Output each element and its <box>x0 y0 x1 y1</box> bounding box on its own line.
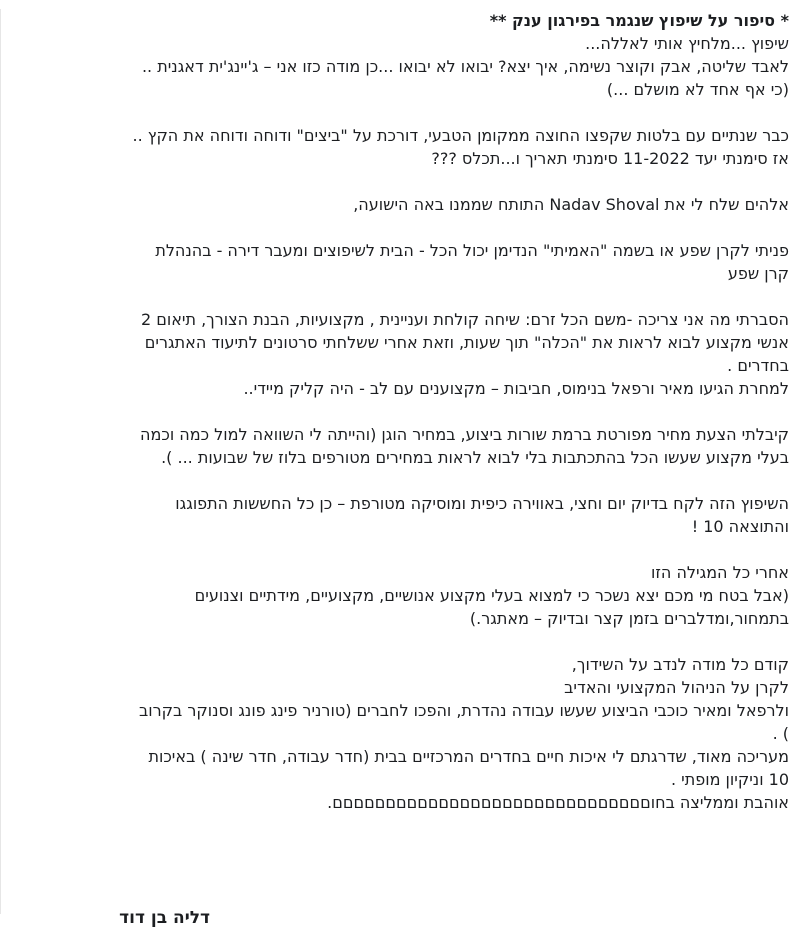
post-line: קיבלתי הצעת מחיר מפורטת ברמת שורות ביצוע, במחיר הוגן (והייתה לי השוואה למול כמה וכמה <box>140 425 789 444</box>
post-line: קרן שפע <box>727 264 789 283</box>
post-line: אחרי כל המגילה הזו <box>651 563 789 582</box>
post-paragraph <box>1 193 789 216</box>
post-line: אלהים שלח לי את Nadav Shoval התותח שממנו באה הישועה, <box>353 195 789 214</box>
post-line: אז סימנתי יעד 11-2022 סימנתי תאריך ו...תכלס ??? <box>431 149 789 168</box>
post-line: בתמחור,ומדלברים בזמן קצר ובדיוק – מאתגר.) <box>469 609 789 628</box>
post-line: ) . <box>772 724 789 743</box>
post-line: לקרן על הניהול המקצועי והאדיב <box>564 678 789 697</box>
post-line: * סיפור על שיפוץ שנגמר בפירגון ענק ** <box>489 11 789 30</box>
post-body <box>0 9 789 914</box>
post-line: והתוצאה 10 ! <box>691 517 789 536</box>
post-paragraph <box>1 653 789 814</box>
post-paragraph <box>1 308 789 400</box>
post-line: מעריכה מאוד, שדרגתם לי איכות חיים בחדרים המרכזיים בבית (חדר עבודה, חדר שינה ) באיכות <box>148 747 789 766</box>
post-line: אנשי מקצוע לבוא לראות את "הכלה" תוך שעות, וזאת אחרי ששלחתי סרטונים לתיעוד האתגרים <box>144 333 789 352</box>
post-paragraph <box>1 561 789 630</box>
post-line: פניתי לקרן שפע או בשמה "האמיתי" הנדימן יכול הכל - הבית לשיפוצים ומעבר דירה - בהנהלת <box>155 241 789 260</box>
post-line: ולרפאל ומאיר כוכבי הביצוע שעשו עבודה נהדרת, והפכו לחברים (טורניר פינג פונג וסנוקר בקרוב <box>139 701 789 720</box>
post-paragraph <box>1 423 789 469</box>
post-line: 10 וניקיון מופתי . <box>670 770 789 789</box>
post-line: למחרת הגיעו מאיר ורפאל בנימוס, חביבות – מקצוענים עם לב - היה קליק מיידי.. <box>243 379 789 398</box>
post-line: קודם כל מודה לנדב על השידוך, <box>571 655 789 674</box>
post-paragraph <box>1 239 789 285</box>
post-line: שיפוץ ...מלחיץ אותי לאללה... <box>585 34 789 53</box>
post-line: בחדרים . <box>727 356 789 375</box>
post-paragraph <box>1 492 789 538</box>
post-paragraph <box>1 124 789 170</box>
post-line: (כי אף אחד לא מושלם ...) <box>606 80 789 99</box>
post-line: השיפוץ הזה לקח בדיוק יום וחצי, באווירה כיפית ומוסיקה מטורפת – כן כל החששות התפוגגו <box>175 494 789 513</box>
post-line: כבר שנתיים עם בלטות שקפצו החוצה ממקומן הטבעי, דורכת על "ביצים" ודוחה ודוחה את הקץ .. <box>132 126 789 145</box>
post-line: הסברתי מה אני צריכה -משם הכל זרם: שיחה קולחת ועניינית , מקצועיות, הבנת הצורך, תיאום 2 <box>140 310 789 329</box>
author-signature: דליה בן דוד <box>119 908 210 928</box>
post-line: בעלי מקצוע שעשו הכל בהתכתבות בלי לבוא לראות במחירים מטורפים בלוז של שבועות ... ). <box>161 448 789 467</box>
post-line: (אבל בטח מי מכם יצא נשכר כי למצוא בעלי מקצוע אנושיים, מקצועיים, מידתיים וצנועים <box>194 586 789 605</box>
post-paragraph <box>1 9 789 101</box>
post-line: אוהבת וממליצה בחוםםםםםםםםםםםםםםםםםםםםםםםםםםםםםם. <box>327 793 789 812</box>
post-line: לאבד שליטה, אבק וקוצר נשימה, איך יצא? יבואו לא יבואו ...כן מודה כזו אני – ג'יינג'ית דאגנית .. <box>141 57 789 76</box>
